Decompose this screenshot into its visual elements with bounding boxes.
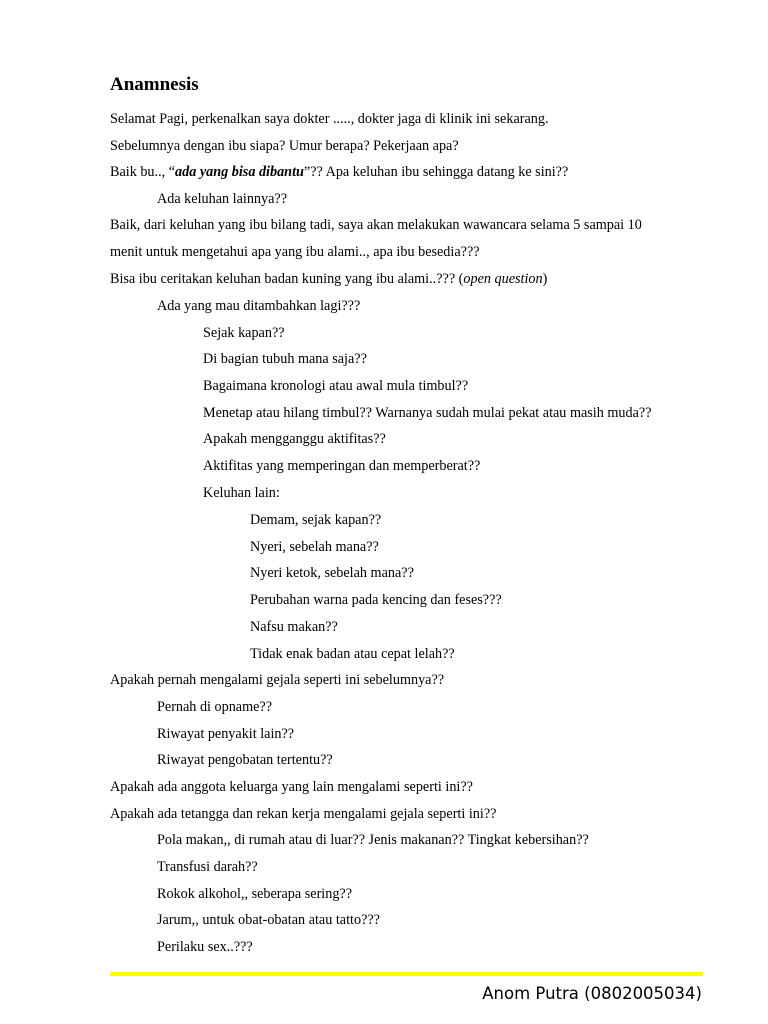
text-line: Pernah di opname??	[157, 699, 273, 715]
italic-phrase: open question	[463, 271, 543, 287]
text-line: Demam, sejak kapan??	[250, 512, 382, 528]
text-line: Riwayat penyakit lain??	[157, 726, 295, 742]
text-run: )	[542, 271, 548, 287]
text-line: Ada yang mau ditambahkan lagi???	[157, 298, 361, 314]
document-title: Anamnesis	[110, 74, 199, 95]
text-line: Selamat Pagi, perkenalkan saya dokter ....., dokter jaga di klinik ini sekarang.	[110, 111, 549, 127]
text-line: Rokok alkohol,, seberapa sering??	[157, 886, 353, 902]
text-line: Nyeri ketok, sebelah mana??	[250, 565, 414, 581]
text-line: Apakah ada anggota keluarga yang lain mengalami seperti ini??	[110, 779, 473, 795]
text-line: Riwayat pengobatan tertentu??	[157, 752, 333, 768]
text-line: Menetap atau hilang timbul?? Warnanya sudah mulai pekat atau masih muda??	[203, 405, 652, 421]
text-line: Baik, dari keluhan yang ibu bilang tadi, saya akan melakukan wawancara selama 5 sampai 10	[110, 217, 642, 233]
text-line: Ada keluhan lainnya??	[157, 191, 287, 207]
text-line: Perilaku sex..???	[157, 939, 253, 955]
text-line: Bagaimana kronologi atau awal mula timbul??	[203, 378, 469, 394]
text-line	[110, 162, 568, 182]
text-line: Keluhan lain:	[203, 485, 280, 501]
text-line: Nyeri, sebelah mana??	[250, 539, 379, 555]
text-line: Sejak kapan??	[203, 325, 285, 341]
text-line: Sebelumnya dengan ibu siapa? Umur berapa? Pekerjaan apa?	[110, 138, 459, 154]
text-run: Bisa ibu ceritakan keluhan badan kuning yang ibu alami..??? (	[110, 271, 464, 287]
text-line: Jarum,, untuk obat-obatan atau tatto???	[157, 912, 380, 928]
text-line: Apakah mengganggu aktifitas??	[203, 431, 386, 447]
text-line: menit untuk mengetahui apa yang ibu alami.., apa ibu besedia???	[110, 244, 480, 260]
text-line: Apakah ada tetangga dan rekan kerja mengalami gejala seperti ini??	[110, 806, 497, 822]
footer-author: Anom Putra (0802005034)	[482, 984, 702, 1003]
text-run: ”?? Apa keluhan ibu sehingga datang ke sini??	[303, 164, 569, 180]
text-run: Baik bu.., “	[110, 164, 176, 180]
footer-rule	[110, 972, 703, 976]
text-line: Nafsu makan??	[250, 619, 338, 635]
text-line	[110, 269, 547, 289]
text-line: Transfusi darah??	[157, 859, 258, 875]
text-line: Perubahan warna pada kencing dan feses???	[250, 592, 502, 608]
text-line: Aktifitas yang memperingan dan memperberat??	[203, 458, 481, 474]
text-line: Tidak enak badan atau cepat lelah??	[250, 646, 455, 662]
text-line: Pola makan,, di rumah atau di luar?? Jenis makanan?? Tingkat kebersihan??	[157, 832, 589, 848]
emphasized-phrase: ada yang bisa dibantu	[175, 164, 304, 180]
text-line: Di bagian tubuh mana saja??	[203, 351, 367, 367]
text-line: Apakah pernah mengalami gejala seperti ini sebelumnya??	[110, 672, 445, 688]
